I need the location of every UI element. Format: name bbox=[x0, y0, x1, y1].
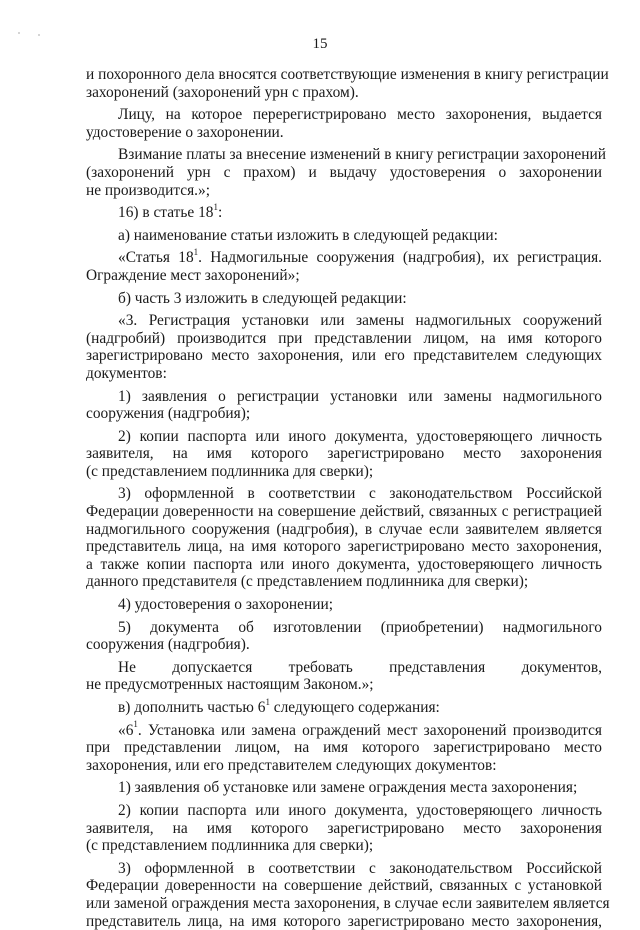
text-line-content: или заменой ограждения места захоронения, в случае если заявителем является bbox=[86, 894, 610, 912]
text-line-content: «Статья 18 bbox=[118, 249, 194, 267]
text-line-content: представитель лица, на имя которого зарегистрировано место захоронения, bbox=[86, 912, 602, 930]
text-line-content: 1) заявления о регистрации установки или замены надмогильного bbox=[118, 387, 602, 405]
text-line bbox=[86, 227, 602, 245]
text-line-content: при представлении лицом, на имя которого зарегистрировано место bbox=[86, 739, 602, 757]
text-line-content: Ограждение мест захоронений»; bbox=[86, 266, 300, 284]
text-line-content: Лицу, на которое перерегистрировано место захоронения, выдается bbox=[118, 106, 602, 124]
text-line-content: б) часть 3 изложить в следующей редакции: bbox=[118, 289, 407, 307]
text-line bbox=[86, 659, 602, 677]
text-line-continuation: . Установка или замена ограждений мест захоронений производится bbox=[137, 721, 602, 739]
text-line-content: надмогильного сооружения (надгробия), в случае если заявителем является bbox=[86, 520, 602, 538]
text-line bbox=[86, 182, 602, 200]
text-line-content: (захоронений урн с прахом) и выдачу удостоверения о захоронении bbox=[86, 163, 602, 181]
text-line-continuation: : bbox=[217, 204, 223, 222]
text-line bbox=[86, 84, 602, 102]
text-line bbox=[86, 636, 602, 654]
text-line-content: 5) документа об изготовлении (приобретении) надмогильного bbox=[118, 618, 602, 636]
text-line-content: (надгробий) производится при представлении лицом, на имя которого bbox=[86, 329, 602, 347]
text-line-content: (с представлением подлинника для сверки); bbox=[86, 837, 374, 855]
text-line bbox=[86, 802, 602, 820]
text-line-content: заявителя, на имя которого зарегистрировано место захоронения bbox=[86, 445, 602, 463]
text-line-content: представитель лица, на имя которого зарегистрировано место захоронения, bbox=[86, 538, 602, 556]
text-line bbox=[86, 66, 609, 84]
scan-speck bbox=[18, 32, 20, 34]
text-line bbox=[86, 619, 602, 637]
text-line-content: (с представлением подлинника для сверки); bbox=[86, 462, 374, 480]
text-line-content: захоронения, или его представителем следующих документов: bbox=[86, 756, 497, 774]
text-line-content: заявителя, на имя которого зарегистрировано место захоронения bbox=[86, 819, 602, 837]
text-line-content: а также копии паспорта или иного документа, удостоверяющего личность bbox=[86, 555, 602, 573]
text-line-continuation: следующего содержания: bbox=[269, 699, 440, 716]
text-line bbox=[86, 739, 602, 757]
text-line-content: Взимание платы за внесение изменений в книгу регистрации захоронений bbox=[118, 146, 606, 164]
text-line-content: захоронений (захоронений урн с прахом). bbox=[86, 83, 359, 101]
superscript: 1 bbox=[193, 247, 199, 258]
text-line-content: 16) в статье 18 bbox=[118, 204, 214, 222]
text-line bbox=[86, 204, 602, 222]
text-line bbox=[86, 820, 602, 838]
text-line bbox=[86, 312, 602, 330]
text-line bbox=[86, 521, 602, 539]
text-line bbox=[86, 779, 602, 797]
text-line bbox=[86, 556, 602, 574]
text-line bbox=[86, 573, 602, 591]
text-line-content: Не допускается требовать представления документов, bbox=[118, 658, 602, 676]
text-line bbox=[86, 463, 602, 481]
text-line bbox=[86, 894, 610, 913]
document-body bbox=[86, 66, 610, 930]
text-line bbox=[86, 877, 602, 895]
text-line-content: сооружения (надгробия); bbox=[86, 405, 251, 423]
superscript: 1 bbox=[133, 719, 138, 730]
text-line bbox=[86, 538, 602, 556]
text-line bbox=[86, 405, 602, 423]
text-line bbox=[86, 428, 602, 446]
text-line-content: не производится.»; bbox=[86, 181, 210, 199]
text-line-content: Федерации доверенности на совершение действий, связанных с регистрацией bbox=[86, 503, 602, 521]
text-line bbox=[86, 485, 602, 503]
text-line-content: зарегистрировано место захоронения, или его представителем следующих bbox=[86, 347, 602, 365]
text-line-content: сооружения (надгробия). bbox=[86, 636, 250, 654]
text-line bbox=[86, 146, 606, 164]
text-line bbox=[86, 365, 602, 383]
text-line bbox=[86, 503, 602, 521]
text-line bbox=[86, 596, 602, 614]
superscript: 1 bbox=[265, 696, 270, 707]
text-line-content: в) дополнить частью 6 bbox=[118, 699, 266, 716]
text-line bbox=[86, 837, 602, 855]
text-line-content: удостоверение о захоронении. bbox=[86, 123, 284, 141]
text-line-content: «6 bbox=[118, 721, 134, 739]
text-line bbox=[86, 124, 602, 142]
text-line-content: 4) удостоверения о захоронении; bbox=[118, 596, 333, 614]
text-line-content: «3. Регистрация установки или замены надмогильных сооружений bbox=[118, 312, 602, 330]
text-line-content: а) наименование статьи изложить в следующей редакции: bbox=[118, 226, 498, 244]
text-line bbox=[86, 719, 602, 740]
text-line-content: и похоронного дела вносятся соответствующие изменения в книгу регистрации bbox=[86, 66, 609, 83]
text-line-content: не предусмотренных настоящим Законом.»; bbox=[86, 676, 374, 694]
text-line bbox=[86, 106, 602, 124]
text-line bbox=[86, 860, 602, 878]
text-line-content: документов: bbox=[86, 364, 167, 382]
text-line-continuation: . Надмогильные сооружения (надгробия), их регистрация. bbox=[198, 249, 602, 267]
text-line-content: данного представителя (с представлением подлинника для сверки); bbox=[86, 573, 529, 591]
text-line-content: 3) оформленной в соответствии с законодательством Российской bbox=[118, 859, 602, 877]
text-line bbox=[86, 267, 602, 285]
text-line-content: 2) копии паспорта или иного документа, удостоверяющего личность bbox=[118, 801, 602, 819]
superscript: 1 bbox=[213, 202, 218, 213]
text-line bbox=[86, 164, 602, 182]
text-line bbox=[86, 290, 602, 308]
text-line bbox=[86, 445, 602, 463]
text-line-content: 2) копии паспорта или иного документа, удостоверяющего личность bbox=[118, 427, 602, 445]
text-line bbox=[86, 388, 602, 406]
text-line bbox=[86, 676, 602, 694]
text-line-content: 1) заявления об установке или замене ограждения места захоронения; bbox=[118, 779, 578, 797]
text-line bbox=[86, 330, 602, 348]
text-line-content: 3) оформленной в соответствии с законодательством Российской bbox=[118, 485, 602, 503]
text-line-content: Федерации доверенности на совершение действий, связанных с установкой bbox=[86, 877, 602, 895]
text-line bbox=[86, 757, 602, 775]
text-line bbox=[86, 696, 602, 717]
text-line bbox=[86, 347, 602, 365]
text-line bbox=[86, 249, 602, 267]
page-number: 15 bbox=[312, 36, 328, 52]
text-line bbox=[86, 913, 602, 930]
